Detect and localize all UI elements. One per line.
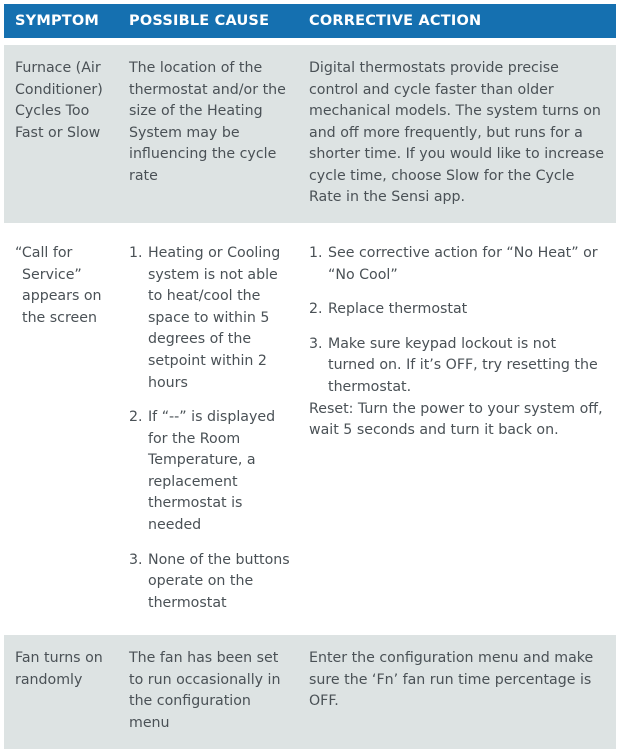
- possible-cause-text: The location of the thermostat and/or the size of the Heating System may be influencing the cycle rate: [129, 60, 286, 184]
- list-item: Heating or Cooling system is not able to heat/cool the space to within 5 degrees of the setpoint within 2 hours: [148, 245, 281, 391]
- cell-possible-cause: [129, 230, 309, 628]
- cell-corrective-action: [309, 230, 616, 628]
- list-item: Make sure keypad lockout is not turned on. If it’s OFF, try resetting the thermostat.: [328, 335, 598, 395]
- troubleshooting-table: [0, 4, 624, 749]
- row-spacer: [0, 223, 624, 230]
- table-row: [4, 635, 616, 748]
- row-spacer: [0, 628, 624, 635]
- corrective-action-text: Enter the configuration menu and make sure the ‘Fn’ fan run time percentage is OFF.: [309, 650, 594, 710]
- cell-possible-cause: [129, 45, 309, 223]
- list-item: If “--” is displayed for the Room Temperature, a replacement thermostat is needed: [148, 409, 276, 533]
- symptom-text: “Call for Service” appears on the screen: [15, 245, 102, 326]
- list-item: None of the buttons operate on the thermostat: [148, 551, 290, 611]
- column-header-symptom: SYMPTOM: [15, 12, 100, 29]
- column-header-corrective-action: CORRECTIVE ACTION: [309, 12, 482, 29]
- table-row: [4, 230, 616, 628]
- cell-symptom: [4, 230, 129, 628]
- table-row: [4, 45, 616, 223]
- cell-symptom: [4, 635, 129, 748]
- possible-cause-text: The fan has been set to run occasionally in the configuration menu: [129, 650, 281, 732]
- symptom-text: Fan turns on randomly: [15, 650, 103, 688]
- list-item: Replace thermostat: [328, 301, 468, 318]
- symptom-text: Furnace (Air Conditioner) Cycles Too Fast or Slow: [15, 60, 103, 141]
- list-item: See corrective action for “No Heat” or “No Cool”: [328, 245, 598, 283]
- row-spacer: [0, 38, 624, 45]
- column-header-possible-cause: POSSIBLE CAUSE: [129, 12, 270, 29]
- possible-cause-list: [129, 243, 295, 614]
- table-header-row: [4, 4, 616, 38]
- cell-corrective-action: [309, 45, 616, 223]
- corrective-action-note: Reset: Turn the power to your system off, wait 5 seconds and turn it back on.: [309, 400, 603, 439]
- cell-possible-cause: [129, 635, 309, 748]
- corrective-action-text: Digital thermostats provide precise control and cycle faster than older mechanical models. The system turns on and off more frequently, but runs for a shorter time. If you would like to increase cycle time, choose Slow for the Cycle Rate in the Sensi app.: [309, 60, 604, 206]
- cell-corrective-action: [309, 635, 616, 748]
- cell-symptom: [4, 45, 129, 223]
- corrective-action-list: [309, 243, 606, 398]
